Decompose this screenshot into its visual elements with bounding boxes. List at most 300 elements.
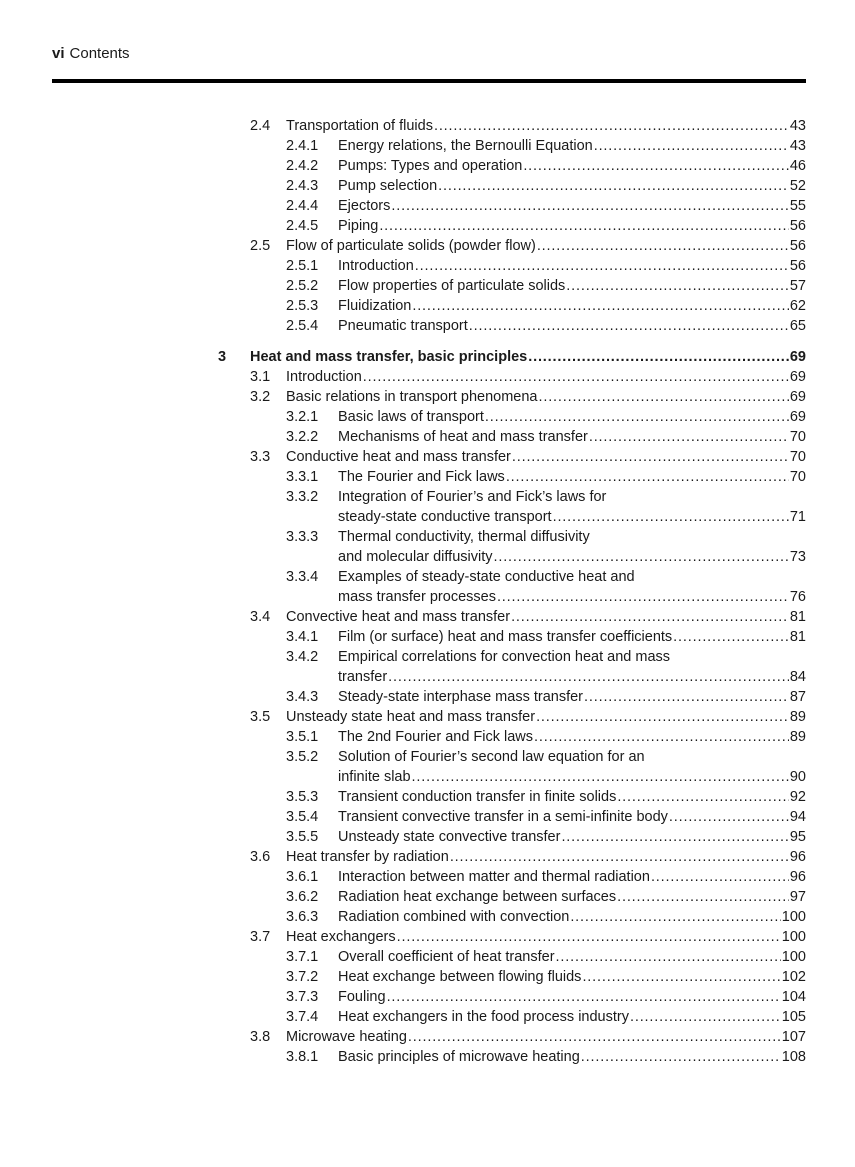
entry-text [338,987,806,1007]
entry-text [338,767,806,787]
toc-line [0,667,855,687]
toc-line [0,196,855,216]
entry-page: 107 [781,1029,806,1045]
entry-number: 2.5.1 [286,258,319,274]
dot-leader [582,967,780,987]
entry-page: 69 [789,389,806,405]
entry-text [338,947,806,967]
entry-title: Integration of Fourier’s and Fick’s laws for [338,489,607,505]
toc-line [0,347,855,367]
dot-leader [391,196,788,216]
toc-entry[interactable] [0,427,855,447]
entry-text [338,276,806,296]
entry-page: 92 [789,789,806,805]
dot-leader [537,236,789,256]
entry-number: 3.5 [250,709,271,725]
toc-entry[interactable] [0,1047,855,1067]
toc-line [0,947,855,967]
entry-title: steady-state conductive transport [338,509,552,525]
toc-entry[interactable] [0,787,855,807]
dot-leader [397,927,781,947]
entry-number: 3.3.1 [286,469,319,485]
dot-leader [363,367,789,387]
toc-line [0,447,855,467]
toc-entry[interactable] [0,727,855,747]
entry-page: 71 [789,509,806,525]
entry-page: 108 [781,1049,806,1065]
toc-line [0,116,855,136]
dot-leader [485,407,789,427]
entry-page: 90 [789,769,806,785]
toc-entry[interactable] [0,627,855,647]
toc-line [0,136,855,156]
entry-title: Examples of steady-state conductive heat and [338,569,635,585]
dot-leader [493,547,788,567]
entry-title: and molecular diffusivity [338,549,493,565]
dot-leader [512,447,789,467]
dot-leader [412,296,789,316]
entry-page: 84 [789,669,806,685]
entry-text [338,156,806,176]
entry-number: 3.7.3 [286,989,319,1005]
entry-text [338,967,806,987]
entry-number: 3.3.4 [286,569,319,585]
entry-text [286,367,806,387]
entry-number: 3.7.2 [286,969,319,985]
entry-title: Introduction [286,369,362,385]
running-title: Contents [69,45,130,62]
toc-entry[interactable] [0,407,855,427]
toc-entry[interactable] [0,296,855,316]
entry-page: 70 [789,469,806,485]
entry-title: Basic relations in transport phenomena [286,389,538,405]
entry-page: 43 [789,138,806,154]
entry-page: 105 [781,1009,806,1025]
entry-text [338,487,806,507]
entry-text [338,316,806,336]
dot-leader [388,667,789,687]
toc-entry[interactable] [0,276,855,296]
dot-leader [434,116,789,136]
entry-number: 3.6.2 [286,889,319,905]
toc-entry[interactable] [0,236,855,256]
entry-title: Heat and mass transfer, basic principles [250,349,528,365]
entry-title: Flow of particulate solids (powder flow) [286,238,536,254]
entry-number: 3.4.3 [286,689,319,705]
entry-title: Energy relations, the Bernoulli Equation [338,138,593,154]
entry-text [338,647,806,667]
entry-title: Convective heat and mass transfer [286,609,511,625]
entry-page: 89 [789,709,806,725]
toc-entry[interactable] [0,1027,855,1047]
entry-text [338,467,806,487]
entry-text [286,116,806,136]
dot-leader [412,767,789,787]
dot-leader [534,727,789,747]
entry-text [286,236,806,256]
entry-page: 100 [781,929,806,945]
entry-title: Heat exchangers [286,929,396,945]
toc-entry[interactable] [0,867,855,887]
toc-line [0,627,855,647]
entry-page: 57 [789,278,806,294]
entry-number: 2.4.1 [286,138,319,154]
entry-text [338,867,806,887]
toc-entry[interactable] [0,487,855,527]
toc-entry[interactable] [0,196,855,216]
entry-text [338,1007,806,1027]
entry-page: 96 [789,849,806,865]
entry-text [338,136,806,156]
entry-number: 2.4.2 [286,158,319,174]
entry-title: Pumps: Types and operation [338,158,523,174]
toc-entry[interactable] [0,1007,855,1027]
entry-text [338,176,806,196]
entry-page: 104 [781,989,806,1005]
entry-text [338,407,806,427]
dot-leader [594,136,789,156]
toc-line [0,687,855,707]
entry-text [338,887,806,907]
entry-page: 62 [789,298,806,314]
page-number: vi [52,45,65,62]
toc-entry[interactable] [0,747,855,787]
toc-entry[interactable] [0,607,855,627]
toc-line [0,236,855,256]
entry-title: Ejectors [338,198,391,214]
entry-title: The Fourier and Fick laws [338,469,505,485]
entry-number: 3.3 [250,449,271,465]
toc-entry[interactable] [0,947,855,967]
toc-line [0,547,855,567]
entry-number: 3.4 [250,609,271,625]
entry-text [338,196,806,216]
entry-page: 89 [789,729,806,745]
toc-line [0,987,855,1007]
entry-text [338,807,806,827]
entry-number: 2.5.3 [286,298,319,314]
toc-entry[interactable] [0,927,855,947]
entry-page: 70 [789,429,806,445]
toc-line [0,567,855,587]
entry-text [286,707,806,727]
entry-text [338,747,806,767]
toc-entry[interactable] [0,387,855,407]
dot-leader [556,947,781,967]
entry-text [338,687,806,707]
entry-page: 65 [789,318,806,334]
entry-text [338,507,806,527]
toc-entry[interactable] [0,367,855,387]
entry-number: 2.4.3 [286,178,319,194]
toc-line [0,867,855,887]
entry-title: Empirical correlations for convection heat and mass [338,649,671,665]
entry-page: 69 [789,409,806,425]
entry-page: 52 [789,178,806,194]
entry-text [338,727,806,747]
entry-number: 3.2.2 [286,429,319,445]
toc-entry[interactable] [0,707,855,727]
toc-line [0,707,855,727]
entry-title: The 2nd Fourier and Fick laws [338,729,534,745]
entry-title: mass transfer processes [338,589,496,605]
entry-number: 2.5 [250,238,271,254]
toc-line [0,927,855,947]
entry-number: 3.3.2 [286,489,319,505]
entry-text [286,447,806,467]
entry-text [338,907,806,927]
running-header [52,45,130,62]
entry-title: Introduction [338,258,414,274]
toc-line [0,647,855,667]
toc-entry[interactable] [0,807,855,827]
entry-number: 3.4.1 [286,629,319,645]
toc-entry[interactable] [0,647,855,687]
entry-number: 2.4.5 [286,218,319,234]
toc-line [0,407,855,427]
entry-text [338,527,806,547]
entry-title: Transient conduction transfer in finite solids [338,789,617,805]
toc-entry[interactable] [0,256,855,276]
dot-leader [469,316,789,336]
dot-leader [387,987,781,1007]
entry-title: Piping [338,218,379,234]
entry-page: 94 [789,809,806,825]
entry-text [338,296,806,316]
entry-title: Radiation heat exchange between surfaces [338,889,617,905]
entry-text [338,256,806,276]
entry-title: Heat exchange between flowing fluids [338,969,582,985]
dot-leader [617,887,789,907]
entry-page: 81 [789,609,806,625]
entry-number: 3.2.1 [286,409,319,425]
dot-leader [438,176,789,196]
entry-number: 3.2 [250,389,271,405]
toc-entry[interactable] [0,216,855,236]
toc-line [0,787,855,807]
entry-number: 3.8 [250,1029,271,1045]
entry-number: 3.4.2 [286,649,319,665]
entry-number: 3.5.4 [286,809,319,825]
toc-line [0,367,855,387]
dot-leader [538,387,788,407]
dot-leader [528,347,789,367]
entry-title: Pneumatic transport [338,318,468,334]
dot-leader [497,587,789,607]
entry-title: Transportation of fluids [286,118,433,134]
toc-line [0,296,855,316]
toc-line [0,256,855,276]
entry-number: 3.8.1 [286,1049,319,1065]
entry-number: 3.7.1 [286,949,319,965]
entry-title: Heat exchangers in the food process industry [338,1009,629,1025]
entry-number: 3.5.5 [286,829,319,845]
entry-title: Fluidization [338,298,412,314]
entry-page: 56 [789,238,806,254]
toc-line [0,727,855,747]
toc-entry[interactable] [0,887,855,907]
dot-leader [581,1047,781,1067]
toc-entry[interactable] [0,447,855,467]
toc-line [0,276,855,296]
toc-line [0,316,855,336]
entry-text [338,427,806,447]
entry-page: 81 [789,629,806,645]
entry-number: 3 [218,349,227,365]
entry-text [338,627,806,647]
toc-entry[interactable] [0,847,855,867]
dot-leader [379,216,789,236]
toc-line [0,156,855,176]
entry-title: Flow properties of particulate solids [338,278,566,294]
toc-line [0,747,855,767]
entry-number: 3.7 [250,929,271,945]
entry-title: Fouling [338,989,386,1005]
entry-page: 46 [789,158,806,174]
dot-leader [511,607,789,627]
dot-leader [536,707,789,727]
toc-line [0,216,855,236]
entry-page: 76 [789,589,806,605]
entry-title: Thermal conductivity, thermal diffusivity [338,529,590,545]
toc-entry[interactable] [0,467,855,487]
dot-leader [450,847,789,867]
toc-entry[interactable] [0,116,855,136]
entry-title: Basic principles of microwave heating [338,1049,580,1065]
entry-title: Basic laws of transport [338,409,484,425]
entry-title: Overall coefficient of heat transfer [338,949,555,965]
dot-leader [589,427,789,447]
entry-page: 73 [789,549,806,565]
entry-page: 43 [789,118,806,134]
toc-entry[interactable] [0,967,855,987]
entry-text [286,387,806,407]
toc-line [0,507,855,527]
toc-entry[interactable] [0,316,855,336]
entry-page: 55 [789,198,806,214]
toc-line [0,967,855,987]
toc-line [0,907,855,927]
entry-text [338,1047,806,1067]
toc-line [0,1007,855,1027]
entry-title: Conductive heat and mass transfer [286,449,511,465]
chapter-gap [0,336,855,347]
entry-text [338,827,806,847]
entry-page: 97 [789,889,806,905]
entry-title: Mechanisms of heat and mass transfer [338,429,588,445]
toc-line [0,1027,855,1047]
entry-text [338,547,806,567]
entry-number: 3.5.1 [286,729,319,745]
dot-leader [566,276,789,296]
dot-leader [523,156,789,176]
entry-page: 56 [789,218,806,234]
entry-page: 100 [781,949,806,965]
toc-line [0,487,855,507]
entry-number: 2.5.2 [286,278,319,294]
entry-title: Solution of Fourier’s second law equation for an [338,749,645,765]
toc-entry[interactable] [0,827,855,847]
entry-number: 3.6.1 [286,869,319,885]
toc-line [0,807,855,827]
entry-number: 3.6.3 [286,909,319,925]
entry-text [338,216,806,236]
header-rule [52,79,806,83]
entry-text [286,1027,806,1047]
toc-line [0,887,855,907]
entry-title: Steady-state interphase mass transfer [338,689,584,705]
toc-line [0,427,855,447]
toc-entry[interactable] [0,156,855,176]
toc-line [0,587,855,607]
entry-title: Interaction between matter and thermal radiation [338,869,650,885]
entry-number: 2.4 [250,118,271,134]
toc-entry[interactable] [0,907,855,927]
toc-entry[interactable] [0,987,855,1007]
dot-leader [617,787,789,807]
toc-entry[interactable] [0,567,855,607]
dot-leader [570,907,780,927]
toc-line [0,176,855,196]
entry-title: Heat transfer by radiation [286,849,449,865]
entry-number: 3.1 [250,369,271,385]
entry-text [338,787,806,807]
entry-page: 87 [789,689,806,705]
entry-text [338,587,806,607]
entry-page: 70 [789,449,806,465]
dot-leader [506,467,789,487]
entry-text [286,607,806,627]
table-of-contents [0,116,855,1067]
entry-page: 56 [789,258,806,274]
entry-title: Pump selection [338,178,438,194]
entry-title: transfer [338,669,388,685]
toc-chapter-entry[interactable] [0,347,855,367]
toc-line [0,607,855,627]
toc-line [0,1047,855,1067]
dot-leader [561,827,788,847]
entry-number: 2.4.4 [286,198,319,214]
entry-number: 3.6 [250,849,271,865]
dot-leader [584,687,789,707]
entry-title: infinite slab [338,769,411,785]
toc-entry[interactable] [0,136,855,156]
entry-page: 69 [789,349,806,365]
toc-line [0,527,855,547]
entry-text [286,847,806,867]
toc-entry[interactable] [0,687,855,707]
entry-page: 100 [781,909,806,925]
dot-leader [630,1007,781,1027]
toc-line [0,387,855,407]
dot-leader [673,627,789,647]
entry-text [338,567,806,587]
entry-number: 3.5.3 [286,789,319,805]
dot-leader [553,507,789,527]
toc-entry[interactable] [0,527,855,567]
toc-line [0,767,855,787]
entry-title: Transient convective transfer in a semi-infinite body [338,809,668,825]
dot-leader [651,867,789,887]
entry-text [286,927,806,947]
entry-title: Film (or surface) heat and mass transfer coefficients [338,629,673,645]
dot-leader [408,1027,781,1047]
toc-entry[interactable] [0,176,855,196]
toc-line [0,827,855,847]
dot-leader [415,256,789,276]
dot-leader [669,807,789,827]
entry-number: 3.7.4 [286,1009,319,1025]
